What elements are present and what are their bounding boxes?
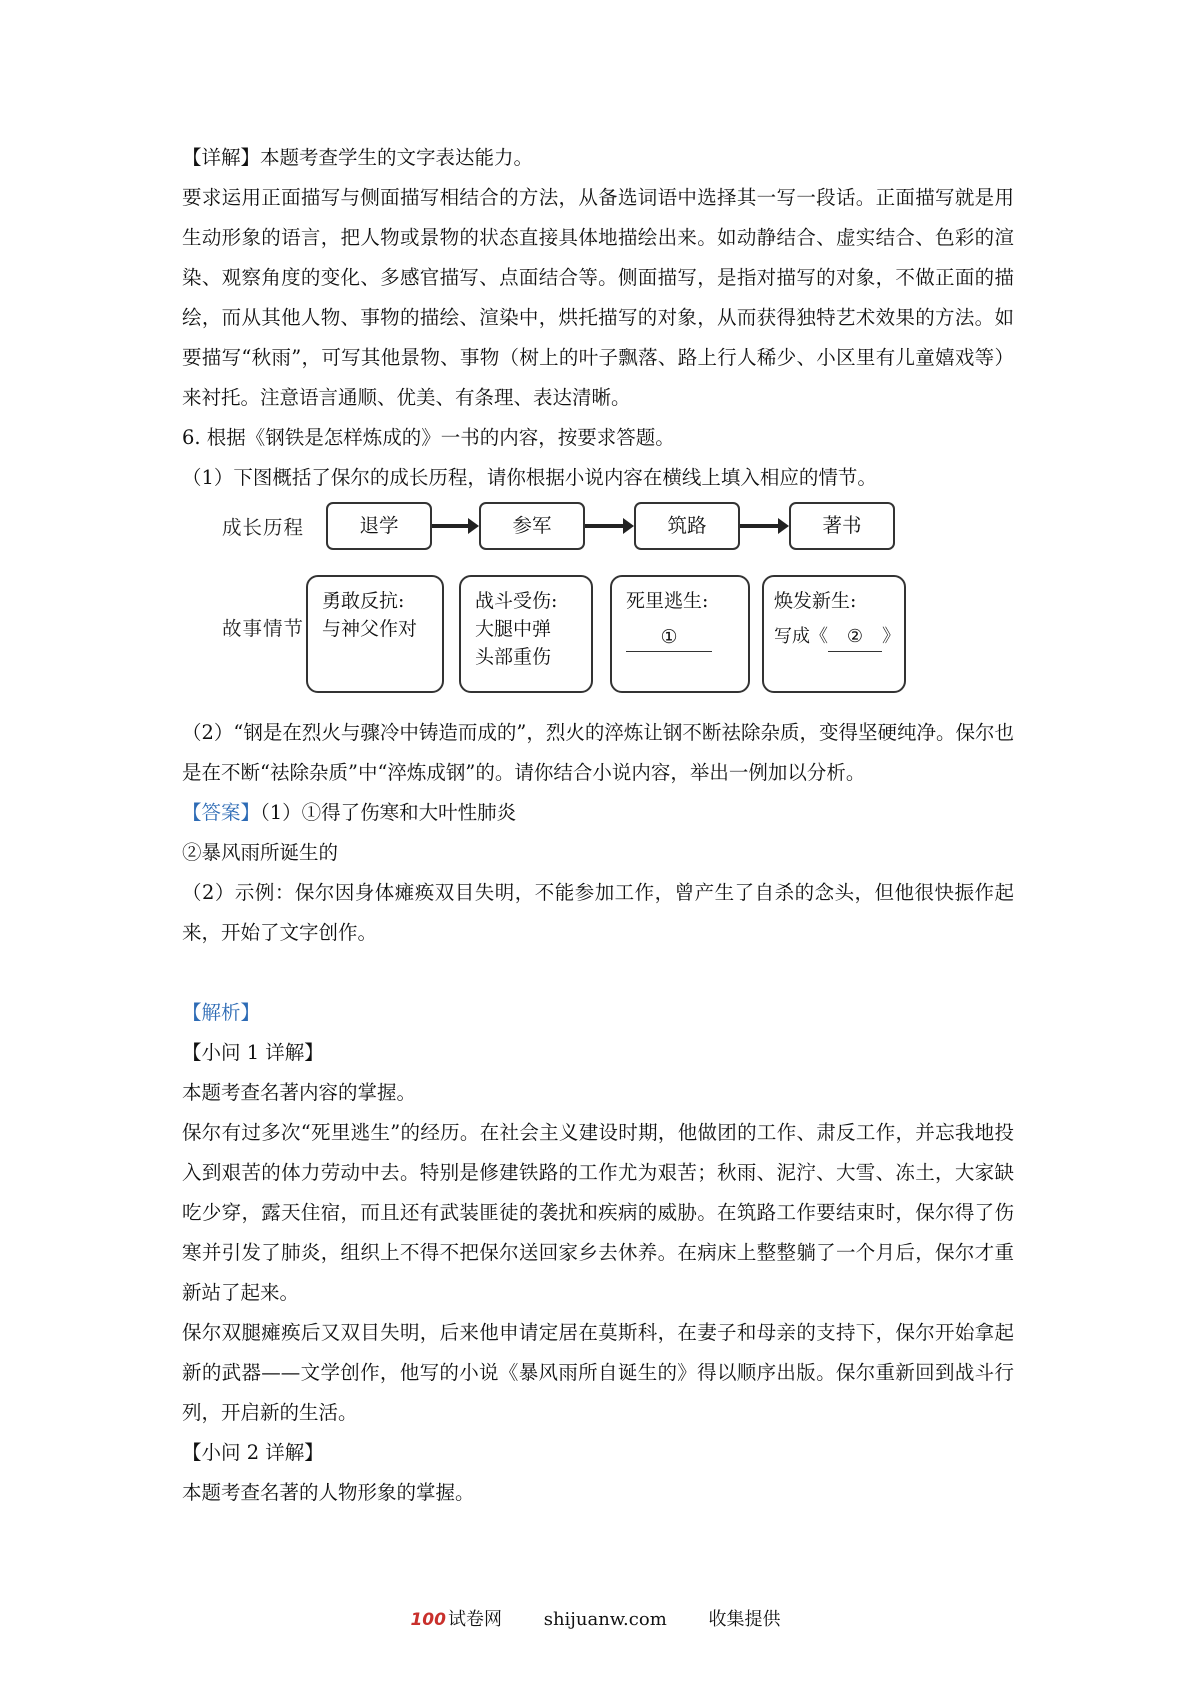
plot-1-line-2: 与神父作对 [322, 618, 418, 640]
q2-text-a: 本题考查名著的人物形象的掌握。 [182, 1481, 475, 1504]
row-label-growth: 成长历程 [222, 516, 305, 539]
q1-text-c: 保尔双腿瘫痪后又双目失明，后来他申请定居在莫斯科，在妻子和母亲的支持下，保尔开始拿起新的武器——文学创作，他写的小说《暴风雨所自诞生的》得以顺序出版。保尔重新回到战斗行列，开启新的生活。 [182, 1321, 1014, 1424]
plot-box-1 [306, 575, 444, 693]
footer-site: shijuanw.com [543, 1609, 667, 1630]
row-label-plot: 故事情节 [222, 617, 305, 640]
plot-1-line-1: 勇敢反抗: [322, 590, 405, 612]
stage-box-2: 参军 [479, 502, 585, 550]
plot-box-4 [762, 575, 906, 693]
answer-3: （2）示例：保尔因身体瘫痪双目失明，不能参加工作，曾产生了自杀的念头，但他很快振作起来，开始了文字创作。 [182, 881, 1014, 944]
analysis-tag: 【解析】 [182, 1001, 261, 1024]
plot-3-title: 死里逃生: [626, 590, 709, 612]
q1-heading: 【小问 1 详解】 [182, 1041, 324, 1064]
stage-box-3: 筑路 [634, 502, 740, 550]
document-body [182, 138, 1014, 1513]
question-6: 6. 根据《钢铁是怎样炼成的》一书的内容，按要求答题。 [182, 426, 675, 449]
question-6-part-1: （1）下图概括了保尔的成长历程，请你根据小说内容在横线上填入相应的情节。 [182, 466, 877, 489]
plot-2-line-1: 战斗受伤: [475, 590, 558, 612]
plot-box-2 [459, 575, 593, 693]
arrow-right-icon [432, 524, 470, 528]
detail-paragraph: 要求运用正面描写与侧面描写相结合的方法，从备选词语中选择其一写一段话。正面描写就是用生动形象的语言，把人物或景物的状态直接具体地描绘出来。如动静结合、虚实结合、色彩的渲染、观察角度的变化、多感官描写、点面结合等。侧面描写，是指对描写的对象，不做正面的描绘，而从其他人物、事物的描绘、渲染中，烘托描写的对象，从而获得独特艺术效果的方法。如要描写“秋雨”，可写其他景物、事物（树上的叶子飘落、路上行人稀少、小区里有儿童嬉戏等）来衬托。注意语言通顺、优美、有条理、表达清晰。 [182, 186, 1014, 409]
answer-1: （1）①得了伤寒和大叶性肺炎 [260, 801, 517, 824]
stage-box-4: 著书 [789, 502, 895, 550]
plot-4-suffix: 》 [882, 626, 900, 647]
answer-line-1 [182, 793, 1014, 833]
stage-box-1: 退学 [326, 502, 432, 550]
plot-2-line-2: 大腿中弹 [475, 618, 552, 640]
footer-note: 收集提供 [708, 1609, 781, 1630]
q2-heading: 【小问 2 详解】 [182, 1441, 324, 1464]
question-6-part-2: （2）“钢是在烈火与骤冷中铸造而成的”，烈火的淬炼让钢不断祛除杂质，变得坚硬纯净。保尔也是在不断“祛除杂质”中“淬炼成钢”的。请你结合小说内容，举出一例加以分析。 [182, 721, 1014, 784]
q1-text-b: 保尔有过多次“死里逃生”的经历。在社会主义建设时期，他做团的工作、肃反工作，并忘我地投入到艰苦的体力劳动中去。特别是修建铁路的工作尤为艰苦；秋雨、泥泞、大雪、冻土，大家缺吃少穿，露天住宿，而且还有武装匪徒的袭扰和疾病的威胁。在筑路工作要结束时，保尔得了伤寒并引发了肺炎，组织上不得不把保尔送回家乡去休养。在病床上整整躺了一个月后，保尔才重新站了起来。 [182, 1121, 1014, 1304]
plot-4-title: 焕发新生: [774, 590, 857, 612]
plot-4-prefix: 写成《 [774, 626, 828, 647]
plot-2-line-3: 头部重伤 [475, 646, 552, 668]
plot-box-3 [610, 575, 750, 693]
answer-2: ②暴风雨所诞生的 [182, 841, 339, 864]
q1-text-a: 本题考查名著内容的掌握。 [182, 1081, 417, 1104]
detail-heading: 【详解】本题考查学生的文字表达能力。 [182, 146, 534, 169]
logo-100-icon: 100 [410, 1610, 446, 1630]
answer-blank-1: ① [626, 623, 712, 652]
growth-diagram [222, 502, 982, 707]
page-footer [0, 1605, 1191, 1631]
answer-blank-2: ② [828, 623, 882, 652]
arrow-right-icon [740, 524, 780, 528]
arrow-right-icon [585, 524, 625, 528]
answer-tag: 【答案】 [182, 801, 261, 824]
logo-text: 试卷网 [447, 1609, 502, 1630]
